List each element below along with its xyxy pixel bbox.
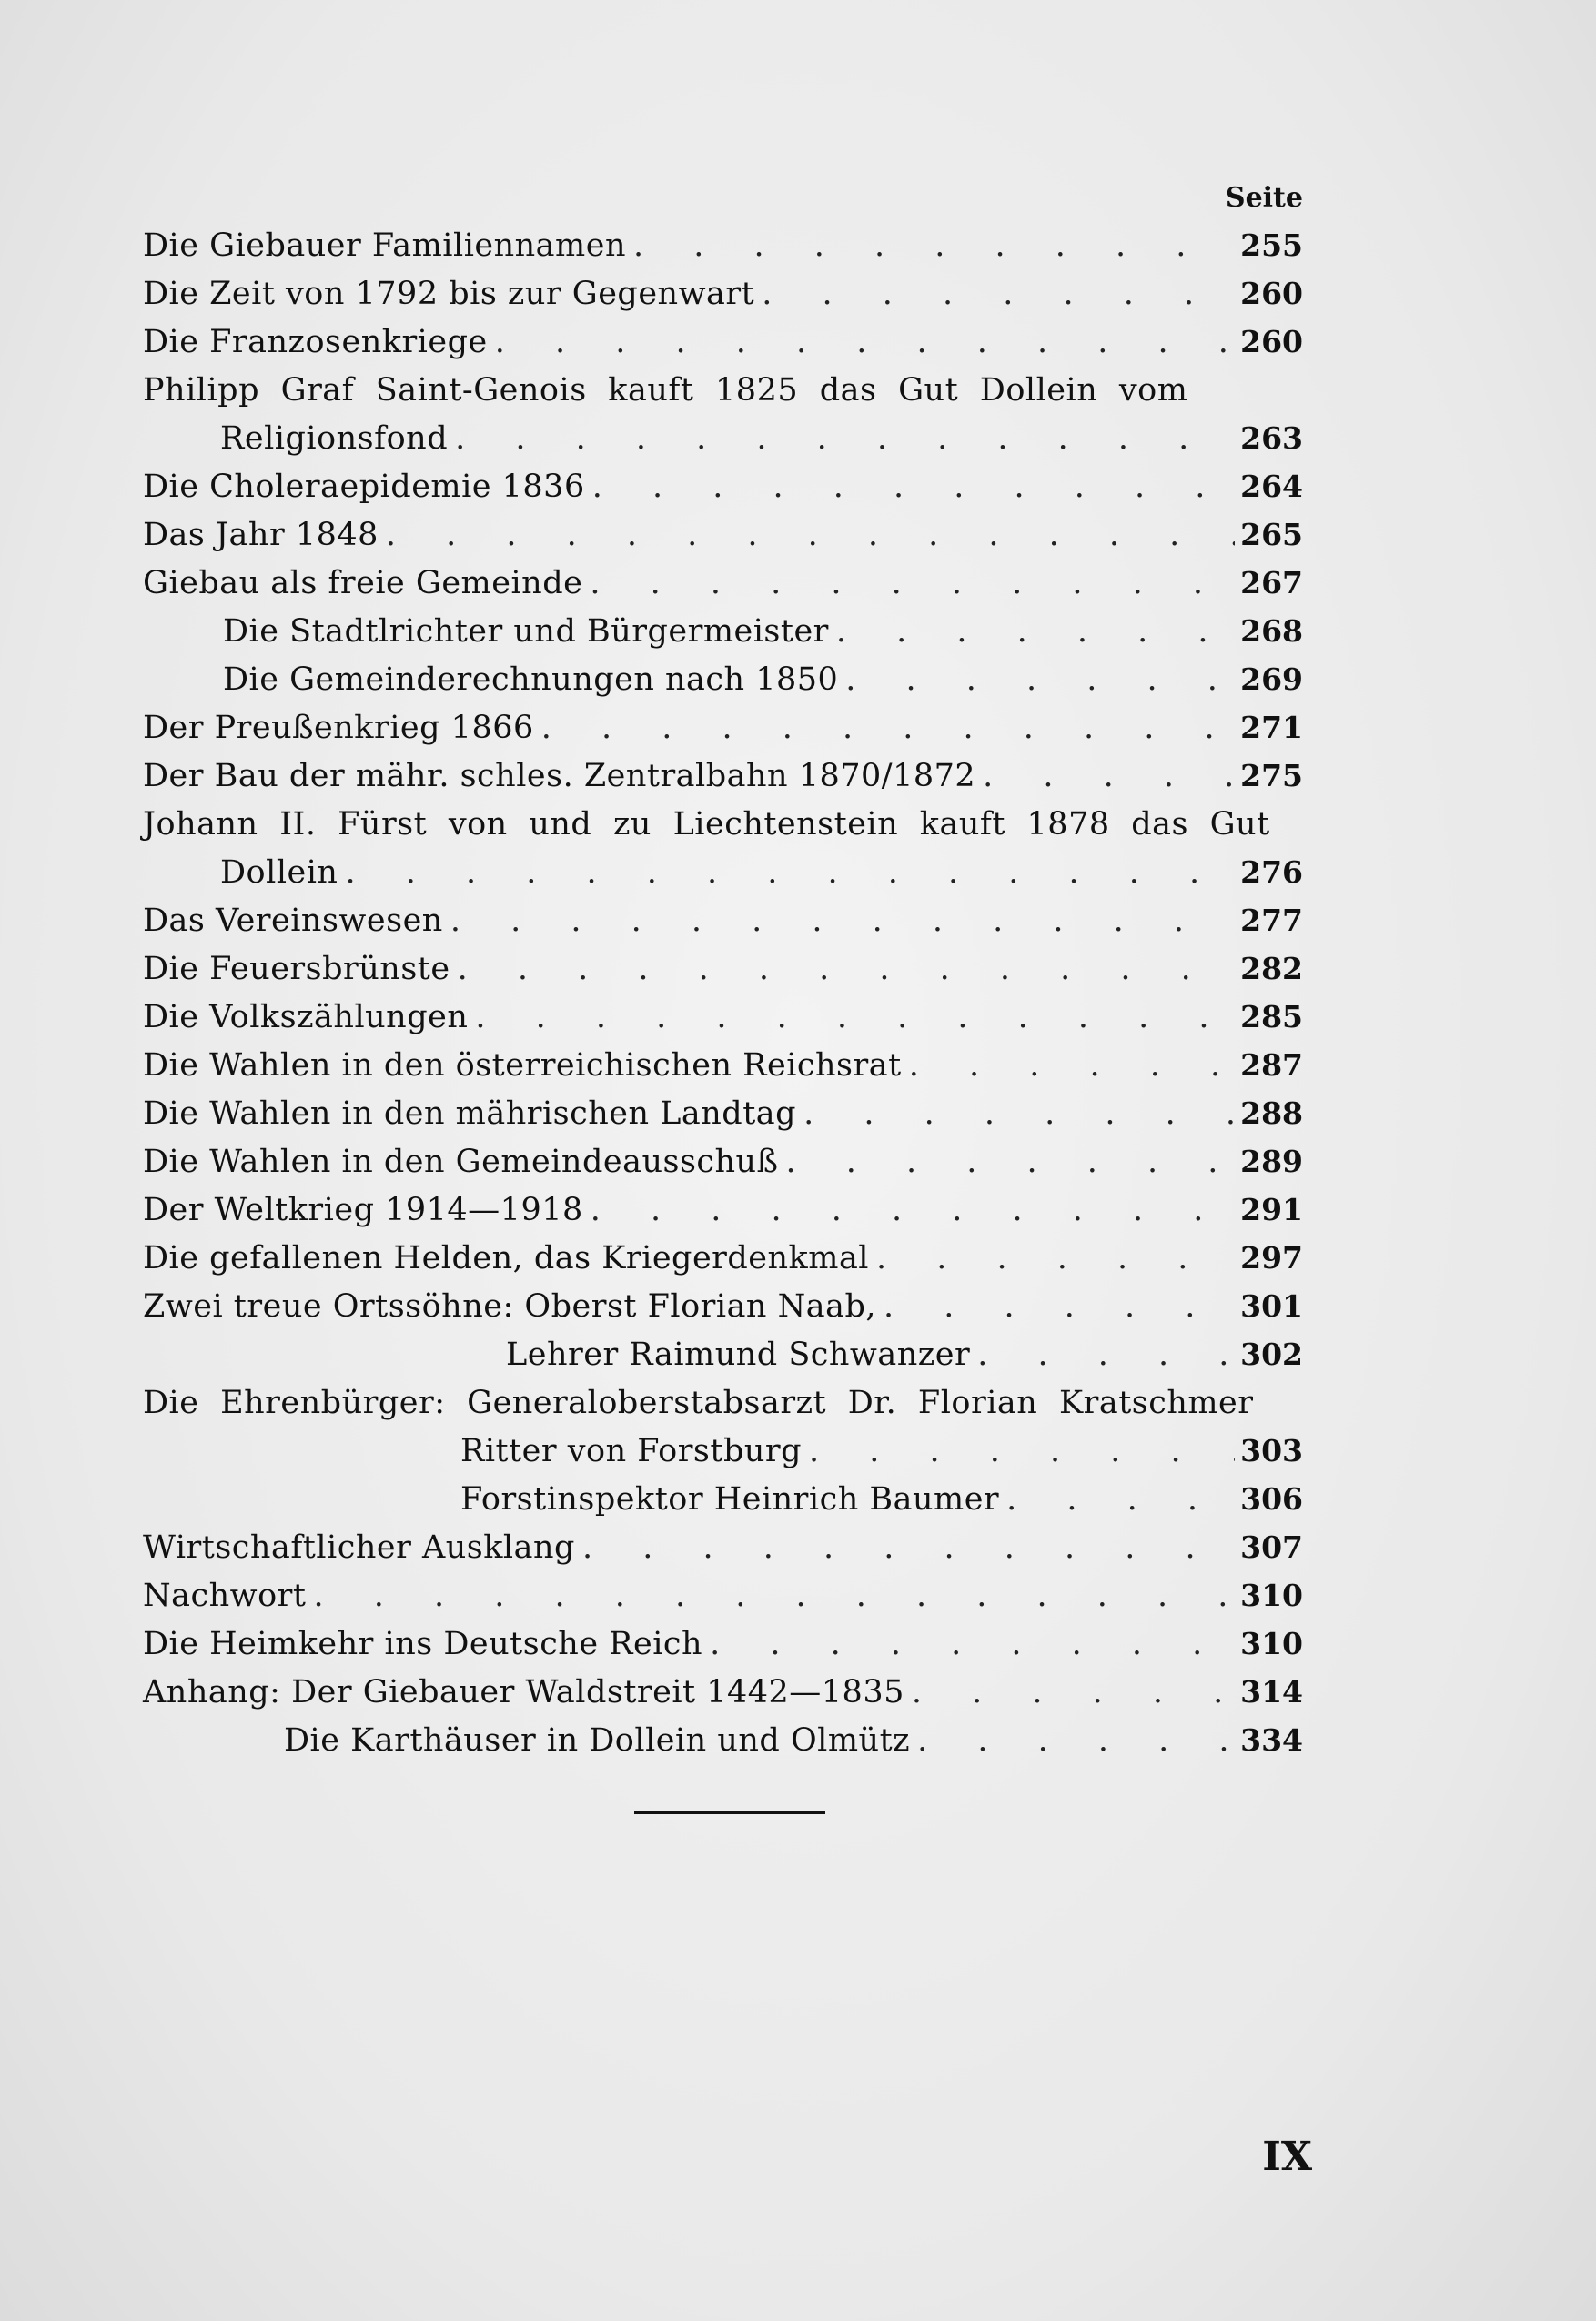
toc-entry-continued [143,367,1303,414]
dot-leader [458,945,1236,993]
dot-leader [450,897,1235,944]
toc-entry [143,1524,1303,1571]
dot-leader [912,1669,1235,1716]
toc-entry-title: Die Wahlen in den mährischen Landtag [143,1095,797,1132]
toc-entry [460,1476,1303,1523]
toc-entry [143,1090,1303,1137]
toc-entry-title: Das Jahr 1848 [143,517,379,553]
toc-entry-title: Die Ehrenbürger: Generaloberstabsarzt Dr. Florian Kratschmer [143,1385,1254,1421]
toc-entry [143,1042,1303,1089]
toc-entry-title: Der Weltkrieg 1914—1918 [143,1192,583,1228]
dot-leader [1006,1476,1235,1523]
toc-entry-title: Die Choleraepidemie 1836 [143,469,585,505]
toc-entry-title: Die Giebauer Familiennamen [143,227,626,264]
toc-entry-title: Die Volkszählungen [143,999,469,1035]
toc-entry-page: 268 [1240,613,1303,649]
toc-entry [506,1331,1303,1378]
toc-entry-title: Die Stadtlrichter und Bürgermeister [223,613,829,650]
toc-entry-page: 287 [1240,1047,1303,1083]
toc-entry-page: 263 [1240,420,1303,456]
dot-leader [983,752,1235,800]
toc-entry-page: 260 [1240,324,1303,359]
toc-entry [143,560,1303,607]
dot-leader [592,463,1235,510]
toc-entry [143,704,1303,752]
toc-entry-page: 285 [1240,999,1303,1034]
dot-leader [977,1331,1235,1378]
toc-entry-title: Die Feuersbrünste [143,951,450,987]
dot-leader [633,222,1235,269]
toc-entry-page: 334 [1240,1722,1303,1758]
toc-entry-continued [143,801,1303,848]
toc-entry-title: Forstinspektor Heinrich Baumer [460,1481,1000,1518]
dot-leader [809,1428,1235,1475]
dot-leader [884,1283,1235,1330]
toc-entry [143,994,1303,1041]
toc-entry-page: 310 [1240,1578,1303,1613]
toc-entry-title: Die Franzosenkriege [143,324,488,360]
toc-entry [143,511,1303,559]
toc-entry [143,270,1303,318]
toc-entry-page: 289 [1240,1144,1303,1179]
dot-leader [803,1090,1235,1137]
dot-leader [582,1524,1235,1571]
toc-entry [143,752,1303,800]
toc-entry-title: Anhang: Der Giebauer Waldstreit 1442—1835 [143,1674,904,1710]
toc-entry-title: Ritter von Forstburg [460,1433,803,1469]
dot-leader [845,656,1235,703]
dot-leader [475,994,1235,1041]
toc-entry [220,849,1303,896]
toc-entry-title: Philipp Graf Saint-Genois kauft 1825 das Gut Dollein vom [143,372,1188,409]
dot-leader [917,1717,1235,1764]
toc-entry [143,1572,1303,1620]
toc-entry [143,897,1303,944]
toc-entry [223,656,1303,703]
toc-entry [223,608,1303,655]
toc-entry-page: 307 [1240,1529,1303,1565]
toc-entry-page: 276 [1240,854,1303,890]
toc-entry-page: 302 [1240,1337,1303,1372]
toc-entry-title: Die Zeit von 1792 bis zur Gegenwart [143,276,755,312]
toc-entry-title: Wirtschaftlicher Ausklang [143,1529,575,1566]
toc-entry-page: 255 [1240,227,1303,263]
dot-leader [313,1572,1235,1620]
toc-entry [143,945,1303,993]
toc-entry-title: Der Preußenkrieg 1866 [143,710,534,746]
toc-entry [460,1428,1303,1475]
toc-entry-title: Religionsfond [220,420,449,457]
toc-entry-title: Die Heimkehr ins Deutsche Reich [143,1626,703,1662]
dot-leader [909,1042,1235,1089]
page-number-folio: IX [1262,2134,1312,2180]
toc-entry [143,318,1303,366]
toc-entry [143,1620,1303,1668]
toc-entry-page: 264 [1240,469,1303,504]
toc-entry-continued [143,1379,1303,1427]
toc-entry-title: Die Gemeinderechnungen nach 1850 [223,661,839,698]
toc-entry [143,1669,1303,1716]
dot-leader [785,1138,1235,1186]
toc-entry [143,1138,1303,1186]
toc-entry [143,463,1303,510]
toc-entry-title: Die Wahlen in den österreichischen Reichsrat [143,1047,902,1084]
dot-leader [541,704,1235,752]
dot-leader [455,415,1235,462]
toc-entry-page: 314 [1240,1674,1303,1710]
toc-entry [284,1717,1303,1764]
dot-leader [590,560,1235,607]
dot-leader [762,270,1235,318]
toc-entry-page: 301 [1240,1288,1303,1324]
toc-entry [143,222,1303,269]
toc-entry [143,1283,1303,1330]
toc-entry-page: 260 [1240,276,1303,311]
toc-entry-title: Zwei treue Ortssöhne: Oberst Florian Naab, [143,1288,876,1325]
toc-entry-page: 267 [1240,565,1303,600]
toc-entry-title: Lehrer Raimund Schwanzer [506,1337,971,1373]
toc-entry-title: Das Vereinswesen [143,903,443,939]
toc-entry-page: 310 [1240,1626,1303,1661]
toc-entry-page: 303 [1240,1433,1303,1468]
toc-entry-page: 269 [1240,661,1303,697]
toc-entry-page: 297 [1240,1240,1303,1276]
toc-entry-title: Die Karthäuser in Dollein und Olmütz [284,1722,911,1759]
dot-leader [495,318,1235,366]
dot-leader [591,1186,1235,1234]
toc-entry-page: 271 [1240,710,1303,745]
toc-entry-title: Nachwort [143,1578,307,1614]
toc-entry-page: 282 [1240,951,1303,986]
toc-entry-title: Der Bau der mähr. schles. Zentralbahn 1870/1872 [143,758,976,794]
toc-entry-title: Die gefallenen Helden, das Kriegerdenkmal [143,1240,870,1277]
toc-entry [143,1235,1303,1282]
toc-entry-page: 306 [1240,1481,1303,1517]
toc-entry [143,1186,1303,1234]
toc-entry [220,415,1303,462]
toc-entry-page: 288 [1240,1095,1303,1131]
toc-entry-page: 275 [1240,758,1303,793]
dot-leader [710,1620,1235,1668]
toc-entry-title: Giebau als freie Gemeinde [143,565,583,601]
toc-entry-title: Dollein [220,854,338,891]
toc-entry-title: Die Wahlen in den Gemeindeausschuß [143,1144,779,1180]
section-divider-rule [634,1811,825,1814]
toc-entry-title: Johann II. Fürst von und zu Liechtenstein kauft 1878 das Gut [143,806,1270,843]
seite-column-heading: Seite [1225,182,1303,214]
dot-leader [836,608,1235,655]
dot-leader [345,849,1235,896]
dot-leader [386,511,1235,559]
toc-entry-page: 277 [1240,903,1303,938]
toc-entry-page: 265 [1240,517,1303,552]
dot-leader [876,1235,1235,1282]
toc-entry-page: 291 [1240,1192,1303,1227]
